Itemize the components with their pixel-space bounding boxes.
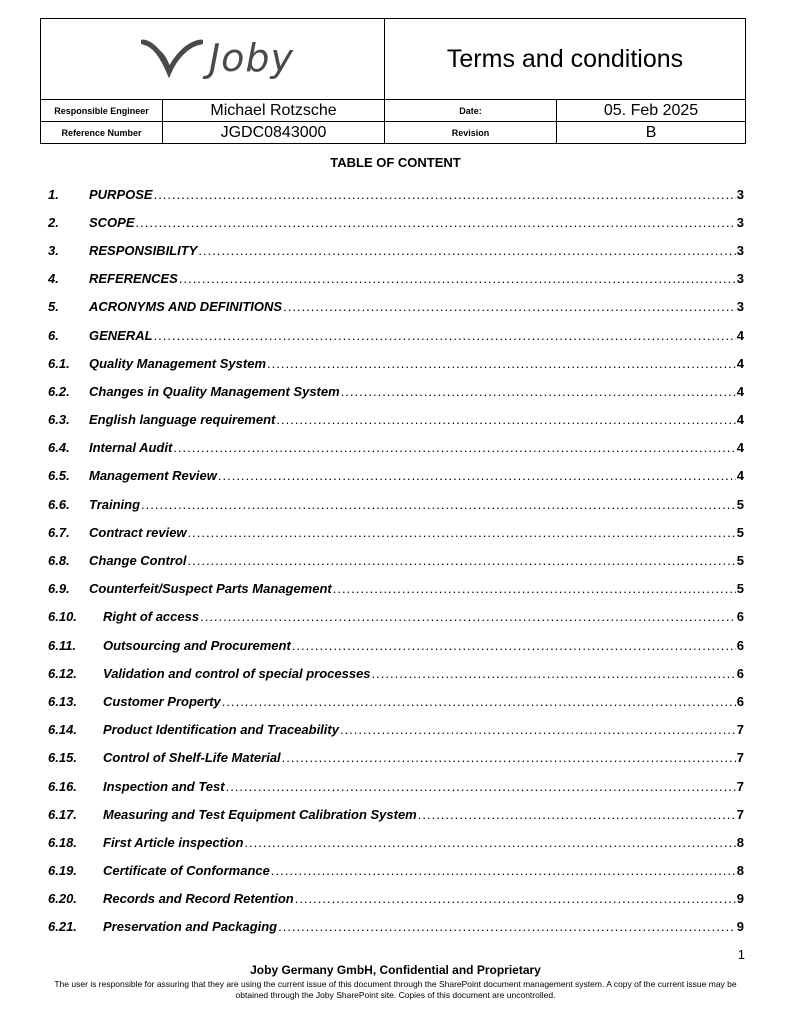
toc-entry-number: 6.13. (48, 693, 77, 709)
toc-entry[interactable] (48, 462, 744, 490)
toc-entry-title: Outsourcing and Procurement (103, 637, 291, 653)
toc-entry-number: 6.18. (48, 834, 77, 850)
toc-entry[interactable] (48, 631, 744, 659)
toc-entry-title: RESPONSIBILITY (89, 242, 198, 258)
toc-entry[interactable] (48, 518, 744, 546)
toc-entry-title: Product Identification and Traceability (103, 722, 339, 738)
toc-heading: TABLE OF CONTENT (330, 155, 461, 170)
toc-entry-number: 6.15. (48, 750, 77, 766)
toc-entry-number: 6.7. (48, 524, 70, 540)
reference-number-value: JGDC0843000 (163, 122, 385, 144)
toc-entry-page: 5 (736, 553, 744, 569)
toc-leader-dots (333, 581, 736, 596)
toc-entry-page: 8 (736, 834, 744, 850)
toc-entry-page: 5 (736, 581, 744, 597)
toc-entry-number: 6. (48, 327, 59, 343)
toc-leader-dots (154, 187, 736, 202)
toc-entry-page: 7 (736, 750, 744, 766)
toc-leader-dots (271, 863, 736, 878)
revision-value: B (557, 122, 746, 144)
toc-entry-number: 6.12. (48, 665, 77, 681)
toc-entry-number: 6.2. (48, 383, 70, 399)
toc-entry[interactable] (48, 293, 744, 321)
toc-entry-number: 6.5. (48, 468, 70, 484)
toc-entry-title: Management Review (89, 468, 217, 484)
toc-leader-dots (198, 243, 735, 258)
toc-entry-title: PURPOSE (89, 186, 153, 202)
toc-entry-title: Measuring and Test Equipment Calibration System (103, 806, 417, 822)
toc-leader-dots (292, 638, 736, 653)
toc-leader-dots (295, 891, 736, 906)
toc-entry-page: 4 (736, 383, 744, 399)
toc-entry[interactable] (48, 744, 744, 772)
toc-entry-title: Changes in Quality Management System (89, 383, 340, 399)
toc-entry[interactable] (48, 321, 744, 349)
toc-entry-number: 6.11. (48, 637, 76, 653)
toc-entry-number: 6.20. (48, 891, 77, 907)
toc-leader-dots (141, 497, 736, 512)
toc-entry[interactable] (48, 180, 744, 208)
toc-entry-title: Change Control (89, 553, 187, 569)
toc-entry[interactable] (48, 490, 744, 518)
toc-entry[interactable] (48, 265, 744, 293)
toc-entry-page: 6 (736, 665, 744, 681)
toc-entry[interactable] (48, 434, 744, 462)
toc-entry-title: Training (89, 496, 141, 512)
footer-company: Joby Germany GmbH, Confidential and Proprietary (250, 963, 541, 977)
toc-leader-dots (222, 694, 736, 709)
toc-entry-title: Quality Management System (89, 355, 266, 371)
toc-leader-dots (200, 609, 736, 624)
toc-entry-title: REFERENCES (89, 271, 178, 287)
responsible-engineer-label: Responsible Engineer (41, 100, 163, 122)
toc-entry-page: 8 (736, 863, 744, 879)
toc-entry-title: English language requirement (89, 412, 276, 428)
toc-entry-number: 6.14. (48, 722, 77, 738)
joby-logo: Joby (141, 36, 294, 80)
reference-number-label: Reference Number (41, 122, 163, 144)
document-header-table (40, 18, 746, 144)
toc-entry[interactable] (48, 716, 744, 744)
toc-entry-number: 5. (48, 299, 59, 315)
toc-leader-dots (283, 299, 736, 314)
toc-entry-page: 3 (736, 242, 744, 258)
toc-entry-page: 6 (736, 693, 744, 709)
toc-entry-title: First Article inspection (103, 834, 244, 850)
toc-entry-number: 3. (48, 242, 59, 258)
toc-leader-dots (218, 468, 736, 483)
toc-entry[interactable] (48, 913, 744, 941)
responsible-engineer-value: Michael Rotzsche (163, 100, 385, 122)
page-number: 1 (737, 947, 745, 962)
toc-entry[interactable] (48, 603, 744, 631)
toc-entry-page: 4 (736, 468, 744, 484)
toc-entry-page: 9 (736, 891, 744, 907)
toc-entry[interactable] (48, 772, 744, 800)
toc-leader-dots (226, 779, 736, 794)
toc-entry-title: Preservation and Packaging (103, 919, 278, 935)
toc-entry-page: 7 (736, 806, 744, 822)
toc-leader-dots (278, 919, 736, 934)
toc-leader-dots (188, 553, 736, 568)
date-value: 05. Feb 2025 (557, 100, 746, 122)
toc-entry-page: 4 (736, 440, 744, 456)
toc-entry-title: Contract review (89, 524, 187, 540)
toc-entry[interactable] (48, 857, 744, 885)
toc-entry-number: 6.10. (48, 609, 77, 625)
table-of-contents (48, 180, 744, 941)
toc-entry[interactable] (48, 236, 744, 264)
toc-entry-number: 6.6. (48, 496, 70, 512)
toc-entry-title: Internal Audit (89, 440, 173, 456)
toc-entry-number: 6.3. (48, 412, 70, 428)
toc-entry-title: Control of Shelf-Life Material (103, 750, 281, 766)
toc-entry-page: 4 (736, 412, 744, 428)
toc-leader-dots (154, 328, 736, 343)
toc-entry-number: 2. (48, 214, 59, 230)
toc-entry[interactable] (48, 208, 744, 236)
document-title: Terms and conditions (385, 19, 746, 100)
toc-entry-number: 6.9. (48, 581, 70, 597)
toc-entry-title: Records and Record Retention (103, 891, 294, 907)
toc-leader-dots (372, 666, 736, 681)
toc-entry-title: SCOPE (89, 214, 135, 230)
toc-entry-page: 4 (736, 355, 744, 371)
toc-entry[interactable] (48, 349, 744, 377)
toc-entry-page: 6 (736, 637, 744, 653)
toc-leader-dots (418, 807, 736, 822)
footer (40, 963, 751, 1001)
toc-entry-page: 7 (736, 722, 744, 738)
toc-entry[interactable] (48, 575, 744, 603)
toc-entry-number: 6.17. (48, 806, 77, 822)
toc-entry-page: 4 (736, 327, 744, 343)
toc-entry[interactable] (48, 828, 744, 856)
toc-entry-page: 3 (736, 299, 744, 315)
toc-entry-number: 6.1. (48, 355, 70, 371)
toc-entry-title: Right of access (103, 609, 200, 625)
toc-leader-dots (173, 440, 735, 455)
toc-leader-dots (179, 271, 736, 286)
toc-entry[interactable] (48, 659, 744, 687)
toc-leader-dots (282, 750, 736, 765)
toc-entry[interactable] (48, 800, 744, 828)
toc-entry-number: 6.19. (48, 863, 77, 879)
toc-entry[interactable] (48, 546, 744, 574)
toc-entry-number: 1. (48, 186, 59, 202)
toc-entry-title: Validation and control of special processes (103, 665, 371, 681)
toc-entry-page: 3 (736, 214, 744, 230)
toc-entry-number: 4. (48, 271, 59, 287)
toc-entry-title: Customer Property (103, 693, 221, 709)
footer-disclaimer: The user is responsible for assuring that they are using the current issue of this document through the SharePoint document management system. A copy of the current issue may be obtained through the Joby SharePoint site. Copies of this document are uncontrolled. (54, 979, 737, 1000)
toc-entry[interactable] (48, 406, 744, 434)
toc-entry[interactable] (48, 687, 744, 715)
toc-leader-dots (136, 215, 736, 230)
toc-entry-page: 6 (736, 609, 744, 625)
toc-leader-dots (267, 356, 736, 371)
toc-entry-number: 6.16. (48, 778, 77, 794)
toc-entry-number: 6.4. (48, 440, 70, 456)
toc-entry-page: 5 (736, 524, 744, 540)
logo-cell (41, 19, 385, 100)
toc-entry-page: 7 (736, 778, 744, 794)
toc-entry-title: Counterfeit/Suspect Parts Management (89, 581, 332, 597)
toc-entry-page: 5 (736, 496, 744, 512)
toc-entry[interactable] (48, 885, 744, 913)
toc-entry-number: 6.21. (48, 919, 77, 935)
date-label: Date: (385, 100, 557, 122)
joby-wing-icon (141, 38, 203, 78)
toc-entry-title: Certificate of Conformance (103, 863, 270, 879)
toc-leader-dots (341, 384, 736, 399)
toc-entry[interactable] (48, 377, 744, 405)
toc-leader-dots (244, 835, 735, 850)
toc-entry-page: 3 (736, 271, 744, 287)
toc-leader-dots (276, 412, 735, 427)
toc-entry-page: 9 (736, 919, 744, 935)
toc-entry-title: ACRONYMS AND DEFINITIONS (89, 299, 283, 315)
toc-entry-number: 6.8. (48, 553, 70, 569)
toc-entry-title: GENERAL (89, 327, 153, 343)
revision-label: Revision (385, 122, 557, 144)
toc-entry-page: 3 (736, 186, 744, 202)
toc-entry-title: Inspection and Test (103, 778, 225, 794)
toc-leader-dots (340, 722, 736, 737)
toc-leader-dots (188, 525, 736, 540)
